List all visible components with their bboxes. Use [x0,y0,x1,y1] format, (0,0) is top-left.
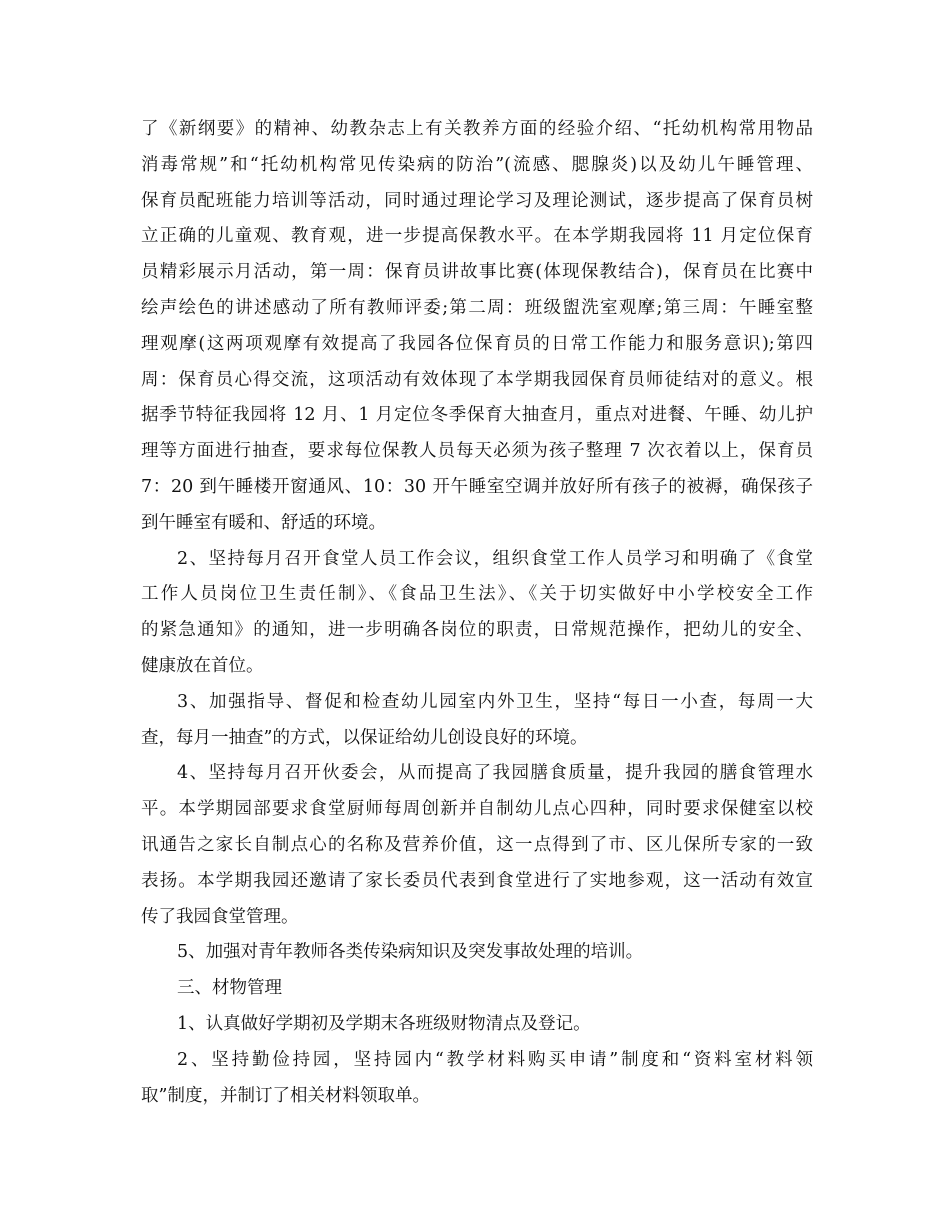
text-line: 员精彩展示月活动，第一周：保育员讲故事比赛(体现保教结合)，保育员在比赛中 [141,262,813,283]
text-line: 健康放在首位。 [141,655,264,676]
text-line: 表扬。本学期我园还邀请了家长委员代表到食堂进行了实地参观，这一活动有效宣 [141,870,813,891]
document-body [141,112,813,1114]
text-line: 周：保育员心得交流，这项活动有效体现了本学期我园保育员师徒结对的意义。根 [141,369,813,390]
text-line: 查，每月一抽查”的方式，以保证给幼儿创设良好的环境。 [141,727,588,748]
text-line: 平。本学期园部要求食堂厨师每周创新并自制幼儿点心四种，同时要求保健室以校 [141,799,813,820]
text-line: 三、材物管理 [177,978,282,999]
text-line: 绘声绘色的讲述感动了所有教师评委;第二周：班级盥洗室观摩;第三周：午睡室整 [141,297,813,318]
text-line: 的紧急通知》的通知，进一步明确各岗位的职责，日常规范操作，把幼儿的安全、 [141,620,813,641]
text-line: 取”制度，并制订了相关材料领取单。 [141,1085,430,1106]
text-line: 消毒常规”和“托幼机构常见传染病的防治”(流感、腮腺炎)以及幼儿午睡管理、 [141,154,813,175]
text-line: 5、加强对青年教师各类传染病知识及突发事故处理的培训。 [177,942,644,963]
text-line: 传了我园食堂管理。 [141,906,299,927]
text-line: 工作人员岗位卫生责任制》、《食品卫生法》、《关于切实做好中小学校安全工作 [141,584,813,605]
text-line: 2、坚持勤俭持园，坚持园内“教学材料购买申请”制度和“资料室材料领 [177,1049,813,1070]
text-line: 理等方面进行抽查，要求每位保教人员每天必须为孩子整理 7 次衣着以上，保育员 [141,441,813,462]
text-line: 4、坚持每月召开伙委会，从而提高了我园膳食质量，提升我园的膳食管理水 [177,763,813,784]
text-line: 2、坚持每月召开食堂人员工作会议，组织食堂工作人员学习和明确了《食堂 [177,548,813,569]
text-line: 立正确的儿童观、教育观，进一步提高保教水平。在本学期我园将 11 月定位保育 [141,226,813,247]
text-line: 保育员配班能力培训等活动，同时通过理论学习及理论测试，逐步提高了保育员树 [141,190,813,211]
text-line: 1、认真做好学期初及学期末各班级财物清点及登记。 [177,1013,591,1034]
text-line: 理观摩(这两项观摩有效提高了我园各位保育员的日常工作能力和服务意识);第四 [141,333,813,354]
text-line: 到午睡室有暖和、舒适的环境。 [141,512,386,533]
text-line: 据季节特征我园将 12 月、1 月定位冬季保育大抽查月，重点对进餐、午睡、幼儿护 [141,405,813,426]
text-line: 7：20 到午睡楼开窗通风、10：30 开午睡室空调并放好所有孩子的被褥，确保孩子 [141,476,813,497]
text-line: 讯通告之家长自制点心的名称及营养价值，这一点得到了市、区儿保所专家的一致 [141,834,813,855]
text-line: 3、加强指导、督促和检查幼儿园室内外卫生，坚持“每日一小查，每周一大 [177,691,813,712]
text-line: 了《新纲要》的精神、幼教杂志上有关教养方面的经验介绍、“托幼机构常用物品 [141,119,813,139]
